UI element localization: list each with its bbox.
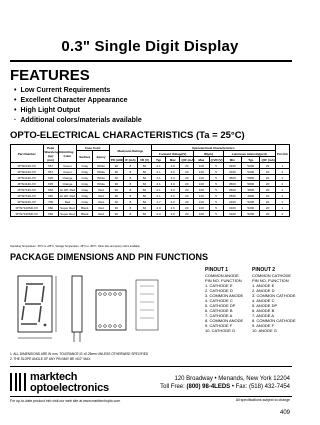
sub-header: @VR (V) xyxy=(210,157,223,162)
table-cell: 5 xyxy=(209,187,223,193)
table-cell: 20 xyxy=(180,205,194,211)
table-cell: Super Red xyxy=(58,205,76,211)
phone-prefix: Toll Free: xyxy=(160,384,185,390)
table-cell: 2.2 xyxy=(166,199,180,205)
col-emitting-color: Emitting Color xyxy=(58,145,76,163)
phone-line xyxy=(160,383,290,391)
table-cell: 30 xyxy=(109,193,123,199)
table-cell: 30 xyxy=(109,187,123,193)
sub-header: Typ xyxy=(242,157,260,163)
table-cell: 5 xyxy=(209,211,223,217)
table-cell: 8 xyxy=(123,169,137,175)
table-cell: MTN4130-XX xyxy=(11,181,44,187)
table-cell: 2 xyxy=(275,181,289,187)
pin-function: 6. CATHODE B xyxy=(205,308,233,313)
pin-function: 2. ANODE D xyxy=(252,288,275,293)
table-cell: 20 xyxy=(260,211,275,217)
schematic-lines xyxy=(140,286,154,318)
table-cell: MTN2130-XX xyxy=(11,169,44,175)
table-cell: 60 xyxy=(137,163,151,169)
table-cell: 3100 xyxy=(223,205,241,211)
col-ir: IR(μA) xyxy=(194,151,223,157)
pin-function: 1. CATHODE E xyxy=(205,283,233,288)
pin-function: 4. CATHODE C xyxy=(205,298,233,303)
table-cell: 567 xyxy=(43,169,58,175)
table-cell: 2.1 xyxy=(152,175,166,181)
sub-header: VR (V) xyxy=(137,157,151,163)
table-cell: 2.1 xyxy=(152,187,166,193)
table-cell: 60 xyxy=(137,199,151,205)
pin-function: 9. CATHODE F xyxy=(205,323,233,328)
table-cell: Red xyxy=(93,199,109,205)
table-cell: MTN7130SR-XX xyxy=(11,205,44,211)
table-cell: 20 xyxy=(180,199,194,205)
decimal-point xyxy=(44,324,47,327)
pin-function: 2. CATHODE D xyxy=(205,288,233,293)
feature-item: · Additional colors/materials available xyxy=(14,116,142,126)
table-cell: 1 xyxy=(275,199,289,205)
table-cell: 20 xyxy=(260,181,275,187)
table-cell: Green xyxy=(58,163,76,169)
table-cell: 4800 xyxy=(242,187,260,193)
feature-item: • Low Current Requirements xyxy=(14,86,142,96)
table-cell: 60 xyxy=(137,175,151,181)
table-cell: Gray xyxy=(77,175,93,181)
pinout-1-list xyxy=(205,283,243,333)
table-cell: 5200 xyxy=(242,163,260,169)
table-cell: 30 xyxy=(109,163,123,169)
table-cell: 30 xyxy=(109,211,123,217)
table-cell: 60 xyxy=(137,205,151,211)
table-cell: 5 xyxy=(209,199,223,205)
table-cell: 2.0 xyxy=(152,211,166,217)
logo-bars-icon xyxy=(10,373,26,391)
table-cell: MTN2130-XX xyxy=(11,163,44,169)
sub-header: Max xyxy=(166,157,180,163)
table-cell: 20 xyxy=(260,187,275,193)
table-cell: Red xyxy=(58,199,76,205)
page-title: 0.3" Single Digit Display xyxy=(61,38,239,55)
table-cell: 100 xyxy=(194,193,209,199)
table-cell: 8 xyxy=(123,181,137,187)
pinout-1-title: PINOUT 1 xyxy=(205,267,229,273)
table-cell: 8 xyxy=(123,193,137,199)
table-cell: 660 xyxy=(43,211,58,217)
schematic-box xyxy=(136,280,158,330)
features-list xyxy=(14,86,142,126)
col-pin-out: Pin Out xyxy=(275,145,289,163)
table-cell: 2 xyxy=(275,169,289,175)
table-cell: 100 xyxy=(194,205,209,211)
table-cell: 100 xyxy=(194,163,209,169)
sub-header: @IF (mA) xyxy=(261,157,275,162)
table-cell: Orange xyxy=(58,181,76,187)
table-cell: 3.0 xyxy=(166,181,180,187)
table-cell: Gray xyxy=(77,163,93,169)
table-cell: 8 xyxy=(123,199,137,205)
digit-segments xyxy=(21,284,44,324)
table-cell: 3.0 xyxy=(166,187,180,193)
opto-heading: OPTO-ELECTRICAL CHARACTERISTICS (Ta = 25°C) xyxy=(10,130,245,141)
table-cell: 3.0 xyxy=(166,175,180,181)
table-cell: White xyxy=(93,175,109,181)
col-part-number: Part Number xyxy=(11,145,44,163)
pinout-1-col: PIN NO. FUNCTION xyxy=(205,278,242,283)
table-cell: 100 xyxy=(194,181,209,187)
col-surface: Surface xyxy=(77,151,93,163)
spec-table-wrap xyxy=(10,144,290,217)
table-cell: 3100 xyxy=(223,199,241,205)
table-cell: 5 xyxy=(209,181,223,187)
pin-function: 5. ANODE DP xyxy=(252,303,278,308)
table-cell: MTN3130-XX xyxy=(11,199,44,205)
table-cell: 635 xyxy=(43,175,58,181)
table-cell: Red xyxy=(93,211,109,217)
table-cell: 100 xyxy=(194,169,209,175)
page-number: 409 xyxy=(279,410,290,416)
table-cell: 5200 xyxy=(242,199,260,205)
website-note: For up-to-date product info visit our web site at www.marktechopto.com xyxy=(10,399,121,403)
table-cell: 20 xyxy=(180,163,194,169)
dimension-notes xyxy=(10,352,290,361)
pin-function: 5. CATHODE DP xyxy=(205,303,236,308)
table-cell: 5 xyxy=(209,193,223,199)
package-heading: PACKAGE DIMENSIONS AND PIN FUNCTIONS xyxy=(10,252,209,262)
pin-function: 10. CATHODE G xyxy=(205,328,236,333)
table-cell: Gray xyxy=(77,199,93,205)
table-cell: 20 xyxy=(260,193,275,199)
feature-item: • High Light Output xyxy=(14,106,142,116)
package-drawing xyxy=(10,270,200,348)
footer-rule xyxy=(10,366,292,367)
table-cell: 60 xyxy=(137,181,151,187)
table-cell: 30 xyxy=(109,199,123,205)
table-cell: 3500 xyxy=(223,175,241,181)
pin-function: 4. ANODE C xyxy=(252,298,275,303)
table-cell: 1 xyxy=(275,163,289,169)
table-cell: 3.0 xyxy=(166,163,180,169)
table-row xyxy=(11,211,290,217)
pinout-1-subtitle: COMMON ANODE xyxy=(205,273,239,278)
col-face-color: Face Color xyxy=(77,145,110,151)
table-cell: MTN7130-XX xyxy=(11,193,44,199)
table-cell: Black xyxy=(77,205,93,211)
table-cell: 2500 xyxy=(223,193,241,199)
table-cell: 660 xyxy=(43,193,58,199)
table-cell: 8 xyxy=(123,211,137,217)
address-line: 120 Broadway • Menands, New York 12204 xyxy=(174,376,290,382)
col-peak-wavelength: Peak Wavelength (λp) (nm) xyxy=(44,145,62,162)
company-address xyxy=(160,375,290,391)
dimension-note: 2. THE SLOPE ANGLE OF ANY PIN MAY BE ±5.0° MAX. xyxy=(10,356,92,361)
table-cell: 3100 xyxy=(223,163,241,169)
table-cell: 30 xyxy=(109,205,123,211)
pin-function: 3. COMMON ANODE xyxy=(205,293,244,298)
table-cell: 100 xyxy=(194,175,209,181)
table-cell: Green xyxy=(58,169,76,175)
table-cell: Gray xyxy=(77,181,93,187)
table-cell: 5 xyxy=(209,205,223,211)
sub-header: Max xyxy=(194,157,209,163)
pinout-2-title: PINOUT 2 xyxy=(252,267,276,273)
table-cell: Hi. Eff. Red xyxy=(59,193,76,198)
table-cell: 2.1 xyxy=(152,169,166,175)
table-cell: 4800 xyxy=(242,193,260,199)
table-cell: 1 xyxy=(275,175,289,181)
table-cell: 660 xyxy=(43,187,58,193)
side-view-body xyxy=(72,276,82,332)
logo-line-1: marktech xyxy=(30,371,78,383)
spec-table xyxy=(10,144,290,217)
pin-row xyxy=(99,293,122,328)
table-cell: 100 xyxy=(194,187,209,193)
marktech-logo xyxy=(10,371,120,394)
table-cell: 2.6 xyxy=(166,205,180,211)
sub-header: PD (mW) xyxy=(110,157,124,162)
table-cell: 100 xyxy=(194,211,209,217)
table-cell: 8 xyxy=(123,205,137,211)
table-cell: 20 xyxy=(260,175,275,181)
col-optoelectrical: Optoelectrical Characteristics xyxy=(152,145,276,151)
table-cell: 2.1 xyxy=(152,163,166,169)
pinout-1 xyxy=(205,268,243,333)
table-cell: Red xyxy=(93,187,109,193)
table-cell: 20 xyxy=(180,181,194,187)
table-cell: 60 xyxy=(137,193,151,199)
dimension-note: 1. ALL DIMENSIONS ARE IN mm. TOLERANCE IS ±0.25mm UNLESS OTHERWISE SPECIFIED xyxy=(10,352,149,356)
table-cell: 8 xyxy=(123,175,137,181)
bottom-rule xyxy=(10,396,292,397)
pin-function: 7. CATHODE A xyxy=(205,313,233,318)
table-cell: 660 xyxy=(43,205,58,211)
bottom-view-body xyxy=(96,290,126,330)
table-cell: 30 xyxy=(109,169,123,175)
table-cell: 3.0 xyxy=(166,169,180,175)
table-cell: 2 xyxy=(275,211,289,217)
table-cell: 20 xyxy=(260,199,275,205)
spec-table-body xyxy=(11,163,290,217)
sub-header: IF (mA) xyxy=(125,157,136,162)
table-cell: Gray xyxy=(77,193,93,199)
pin-function: 8. COMMON CATHODE xyxy=(252,318,296,323)
table-cell: Hi. Eff. Red xyxy=(59,187,76,192)
table-cell: 8 xyxy=(123,163,137,169)
table-cell: 567 xyxy=(43,163,58,169)
table-cell: Red xyxy=(93,193,109,199)
table-cell: 2.0 xyxy=(152,205,166,211)
logo-line-2: optoelectronics xyxy=(30,382,109,394)
table-cell: 5200 xyxy=(242,169,260,175)
table-cell: 20 xyxy=(180,187,194,193)
table-cell: 5800 xyxy=(242,181,260,187)
table-cell: White xyxy=(93,163,109,169)
table-cell: MTN4130-XX xyxy=(11,175,44,181)
pin-function: 10. ANODE G xyxy=(252,328,277,333)
table-cell: Black xyxy=(77,211,93,217)
col-forward-voltage: Forward Voltage(V) xyxy=(152,151,194,157)
sub-header: Typ xyxy=(152,157,166,163)
table-cell: 2 xyxy=(275,193,289,199)
features-heading: FEATURES xyxy=(10,67,90,84)
table-cell: 5 xyxy=(209,163,223,169)
table-cell: Gray xyxy=(77,169,93,175)
phone-number: (800) 98-4LEDS xyxy=(186,384,231,390)
spec-disclaimer: All specifications subject to change xyxy=(235,398,290,402)
pin-function: 6. ANODE B xyxy=(252,308,275,313)
table-cell: 20 xyxy=(180,169,194,175)
feature-item: • Excellent Character Appearance xyxy=(14,96,142,106)
table-cell: 60 xyxy=(137,211,151,217)
table-cell: 635 xyxy=(43,181,58,187)
pin-function: 3. COMMON CATHODE xyxy=(252,293,296,298)
col-epoxy: Epoxy xyxy=(93,151,109,163)
pin-function: 8. COMMON ANODE xyxy=(205,318,244,323)
table-cell: 30 xyxy=(109,175,123,181)
table-cell: 3100 xyxy=(223,211,241,217)
table-cell: 700 xyxy=(43,199,58,205)
table-cell: MTN7130SR-XX xyxy=(11,211,44,217)
pin-function: 9. ANODE F xyxy=(252,323,275,328)
table-cell: 5 xyxy=(209,169,223,175)
table-cell: Red xyxy=(93,205,109,211)
fax-number: • Fax: (518) 432-7454 xyxy=(231,384,290,390)
table-cell: 20 xyxy=(180,175,194,181)
table-cell: 20 xyxy=(180,211,194,217)
table-cell: 5 xyxy=(209,175,223,181)
table-cell: 8 xyxy=(123,187,137,193)
table-cell: 1.7 xyxy=(152,199,166,205)
table-cell: 3500 xyxy=(223,181,241,187)
table-cell: 1 xyxy=(275,187,289,193)
table-cell: 5200 xyxy=(242,211,260,217)
table-cell: Super Red xyxy=(58,211,76,217)
table-cell: 60 xyxy=(137,187,151,193)
table-cell: 20 xyxy=(260,205,275,211)
table-cell: 2.1 xyxy=(152,181,166,187)
table-note: Operating Temperature: -35°C to +85°C, Storage Temperature -35°C to +85°C. Other face and epoxy colors available. xyxy=(10,245,141,248)
table-cell: 3100 xyxy=(223,169,241,175)
table-cell: 30 xyxy=(109,181,123,187)
table-cell: 2.6 xyxy=(166,211,180,217)
table-cell: MTN7130-XX xyxy=(11,187,44,193)
pinout-2 xyxy=(252,268,295,333)
table-cell: 100 xyxy=(194,199,209,205)
table-cell: 20 xyxy=(260,163,275,169)
table-cell: 1 xyxy=(275,205,289,211)
table-cell: 5800 xyxy=(242,175,260,181)
pinout-2-subtitle: COMMON CATHODE xyxy=(252,273,292,278)
col-luminous: Luminous Intensity(μcd) xyxy=(223,151,275,157)
pinout-2-col: PIN NO. FUNCTION xyxy=(252,278,289,283)
table-cell: 20 xyxy=(180,193,194,199)
table-cell: Gray xyxy=(77,187,93,193)
table-cell: 3.0 xyxy=(166,193,180,199)
table-cell: Orange xyxy=(58,175,76,181)
table-cell: White xyxy=(93,181,109,187)
table-cell: 5200 xyxy=(242,205,260,211)
title-rule xyxy=(10,60,292,62)
table-cell: White xyxy=(93,169,109,175)
pinout-2-list xyxy=(252,283,295,333)
table-cell: 60 xyxy=(137,169,151,175)
pin-function: 7. ANODE A xyxy=(252,313,275,318)
sub-header: @IF (mA) xyxy=(181,157,195,162)
table-cell: 2500 xyxy=(223,187,241,193)
table-cell: 20 xyxy=(260,169,275,175)
pin-function: 1. ANODE E xyxy=(252,283,275,288)
sub-header: Min xyxy=(223,157,241,163)
col-max-ratings: Maximum Ratings xyxy=(109,145,151,157)
table-cell: 2.1 xyxy=(152,193,166,199)
